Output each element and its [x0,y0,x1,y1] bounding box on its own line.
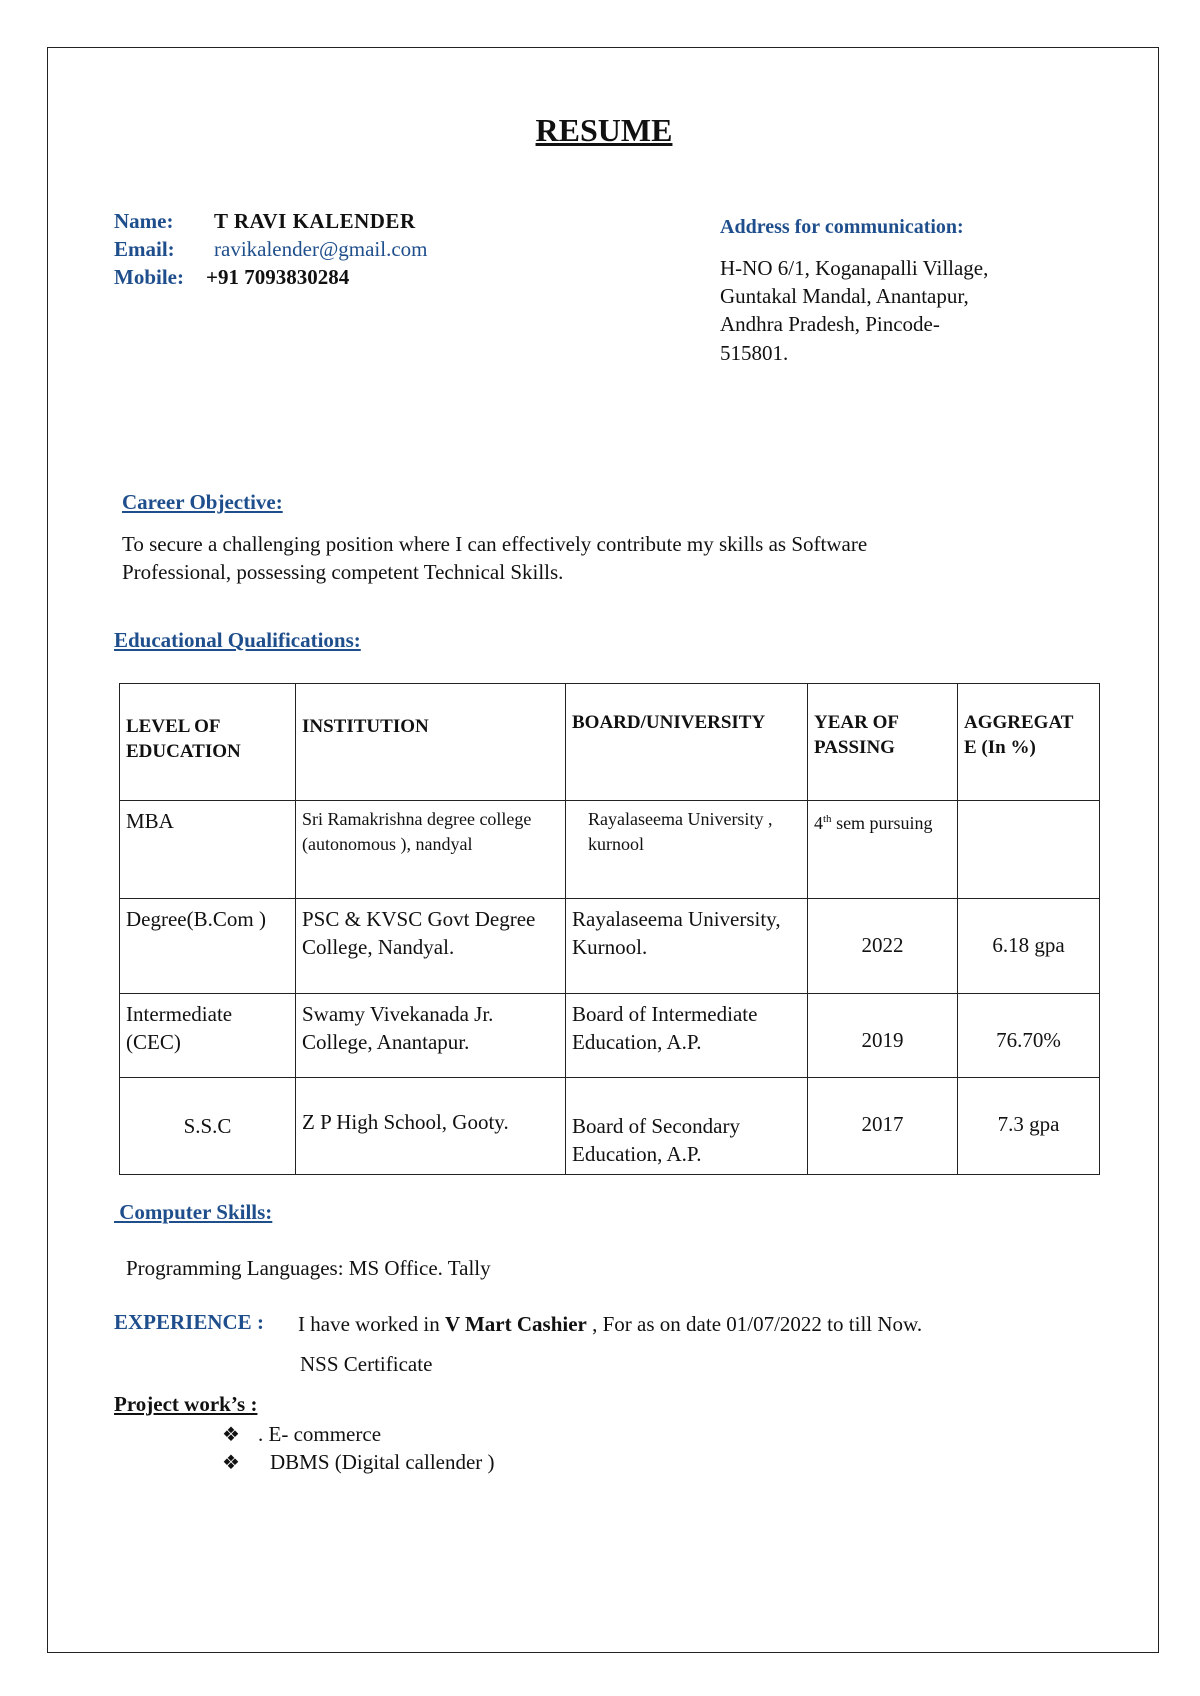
resume-title: RESUME [535,112,673,148]
cell-institution: PSC & KVSC Govt Degree College, Nandyal. [296,899,566,994]
computer-skills-text: Programming Languages: MS Office. Tally [126,1256,491,1280]
education-table [119,683,1100,1175]
career-objective-line-1: To secure a challenging position where I can effectively contribute my skills as Software [122,532,868,556]
project-heading: Project work’s : [114,1392,258,1416]
experience-label: EXPERIENCE : [114,1310,264,1334]
cell-aggregate: 7.3 gpa [958,1078,1100,1175]
career-objective-line-2: Professional, possessing competent Technical Skills. [122,560,564,584]
cell-institution: Swamy Vivekanada Jr. College, Anantapur. [296,994,566,1078]
nss-certificate: NSS Certificate [300,1352,433,1376]
table-row [120,801,1100,899]
table-row [120,994,1100,1078]
header-year: YEAR OF PASSING [808,684,958,801]
diamond-bullet-icon: ❖ [222,1424,240,1446]
name-value: T RAVI KALENDER [214,209,416,233]
email-link[interactable]: ravikalender@gmail.com [214,237,428,261]
address-line-2: Guntakal Mandal, Anantapur, [720,284,969,308]
mobile-value: +91 7093830284 [206,265,350,289]
cell-institution: Z P High School, Gooty. [296,1078,566,1175]
cell-level: S.S.C [120,1078,296,1175]
cell-aggregate: 6.18 gpa [958,899,1100,994]
cell-board: Board of Intermediate Education, A.P. [566,994,808,1078]
address-line-1: H-NO 6/1, Koganapalli Village, [720,256,989,280]
career-objective-heading: Career Objective: [122,490,283,514]
cell-level: Degree(B.Com ) [120,899,296,994]
header-institution: INSTITUTION [296,684,566,801]
cell-aggregate: 76.70% [958,994,1100,1078]
table-header-row [120,684,1100,801]
computer-skills-heading: Computer Skills: [114,1200,273,1224]
project-item: DBMS (Digital callender ) [270,1450,495,1474]
cell-board: Board of Secondary Education, A.P. [566,1078,808,1175]
header-level: LEVEL OF EDUCATION [120,684,296,801]
project-item: . E- commerce [258,1422,382,1446]
address-heading: Address for communication: [720,216,964,238]
cell-year: 2019 [808,994,958,1078]
header-aggregate: AGGREGAT E (In %) [958,684,1100,801]
experience-text: I have worked in V Mart Cashier , For as on date 01/07/2022 to till Now. [298,1312,923,1336]
address-line-3: Andhra Pradesh, Pincode- [720,312,940,336]
name-label: Name: [114,209,174,233]
cell-year: 2017 [808,1078,958,1175]
header-board: BOARD/UNIVERSITY [566,684,808,801]
cell-level: MBA [120,801,296,899]
mobile-label: Mobile: [114,265,184,289]
cell-level: Intermediate (CEC) [120,994,296,1078]
cell-institution: Sri Ramakrishna degree college (autonomous ), nandyal [296,801,566,899]
diamond-bullet-icon: ❖ [222,1452,240,1474]
education-heading: Educational Qualifications: [114,628,361,652]
cell-board: Rayalaseema University , kurnool [566,801,808,899]
cell-year: 2022 [808,899,958,994]
cell-aggregate [958,801,1100,899]
email-label: Email: [114,237,175,261]
table-row [120,1078,1100,1175]
address-line-4: 515801. [720,341,789,365]
table-row [120,899,1100,994]
cell-board: Rayalaseema University, Kurnool. [566,899,808,994]
cell-year: 4th sem pursuing [808,801,958,899]
